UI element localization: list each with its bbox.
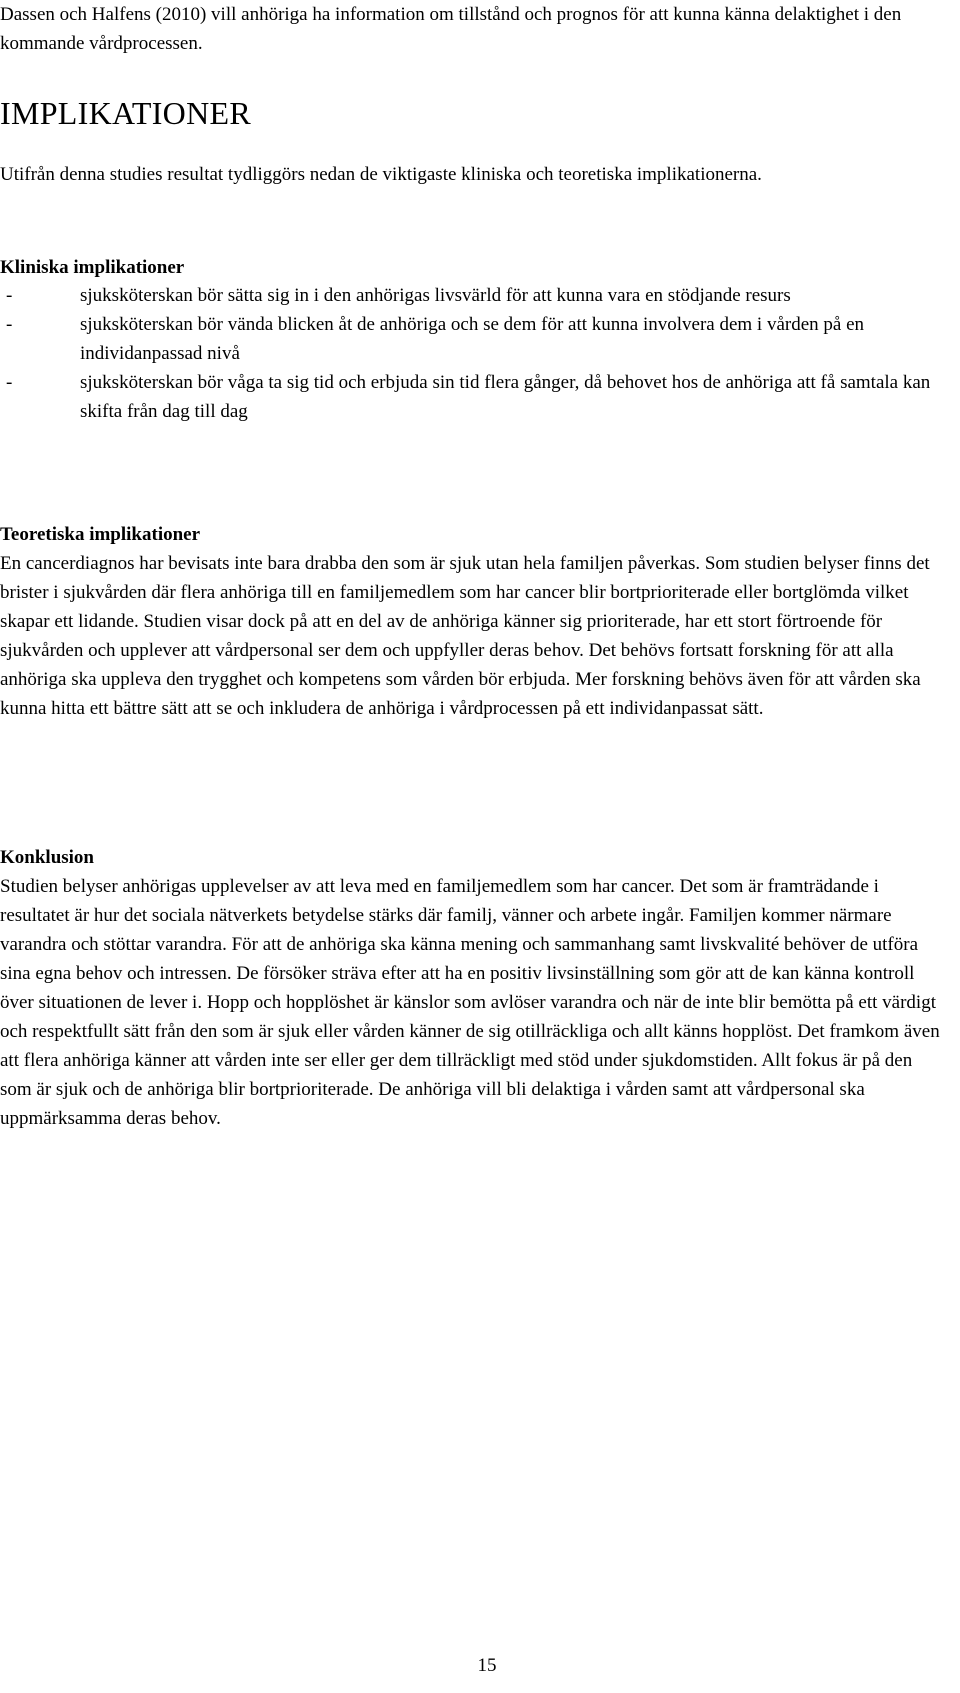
clinical-implications-list — [0, 281, 940, 426]
theoretical-implications-heading: Teoretiska implikationer — [0, 524, 201, 545]
list-item-text: sjuksköterskan bör vända blicken åt de anhöriga och se dem för att kunna involvera dem i vården på en individanpassad nivå — [80, 314, 865, 364]
page-number-container — [0, 1651, 960, 1680]
clinical-implications-heading: Kliniska implikationer — [0, 257, 185, 278]
list-item-text: sjuksköterskan bör sätta sig in i den anhörigas livsvärld för att kunna vara en stödjande resurs — [80, 285, 791, 306]
bullet-dash: - — [6, 285, 13, 306]
list-item — [0, 281, 940, 310]
page-number: 15 — [477, 1655, 497, 1676]
theoretical-implications-paragraph: En cancerdiagnos har bevisats inte bara drabba den som är sjuk utan hela familjen påverkas. Som studien belyser finns det brister i sjukvården där flera anhöriga till en familjemedlem som har cancer blir bortprioriterade eller bortglömda vilket skapar ett lidande. Studien visar dock på att en del av de anhöriga känner sig prioriterade, har ett stort förtroende för sjukvården och upplever att vårdpersonal ser dem och uppfyller deras behov. Det behövs fortsatt forskning för att alla anhöriga ska uppleva den trygghet och kompetens som vården bör erbjuda. Mer forskning behövs även för att vården ska kunna hitta ett bättre sätt att se och inkludera de anhöriga i vårdprocessen på ett individanpassat sätt. — [0, 553, 930, 719]
bullet-dash: - — [6, 314, 13, 335]
list-item — [0, 368, 940, 426]
conclusion-heading: Konklusion — [0, 847, 94, 868]
list-item — [0, 310, 940, 368]
list-item-text: sjuksköterskan bör våga ta sig tid och erbjuda sin tid flera gånger, då behovet hos de anhöriga att få samtala kan skifta från dag till dag — [80, 372, 931, 422]
conclusion-paragraph: Studien belyser anhörigas upplevelser av att leva med en familjemedlem som har cancer. Det som är framträdande i resultatet är hur det sociala nätverkets betydelse stärks där familj, vänner och arbete ingår. Familjen kommer närmare varandra och stöttar varandra. För att de anhöriga ska känna mening och sammanhang samt livskvalité behöver de utföra sina egna behov och intressen. De försöker sträva efter att ha en positiv livsinställning som gör att de kan känna kontroll över situationen de lever i. Hopp och hopplöshet är känslor som avlöser varandra och när de inte blir bemötta på ett värdigt och respektfullt sätt från den som är sjuk eller vården känner de sig otillräckliga och allt känns hopplöst. Det framkom även att flera anhöriga känner att vården inte ser eller ger dem tillräckligt med stöd under sjukdomstiden. Allt fokus är på den som är sjuk och de anhöriga blir bortprioriterade. De anhöriga vill bli delaktiga i vården samt att vårdpersonal ska uppmärksamma deras behov. — [0, 876, 940, 1129]
section-heading: IMPLIKATIONER — [0, 95, 251, 131]
bullet-dash: - — [6, 372, 13, 393]
section-intro-paragraph: Utifrån denna studies resultat tydliggörs nedan de viktigaste kliniska och teoretiska implikationerna. — [0, 164, 762, 185]
intro-paragraph: Dassen och Halfens (2010) vill anhöriga ha information om tillstånd och prognos för att kunna känna delaktighet i den kommande vårdprocessen. — [0, 4, 902, 54]
